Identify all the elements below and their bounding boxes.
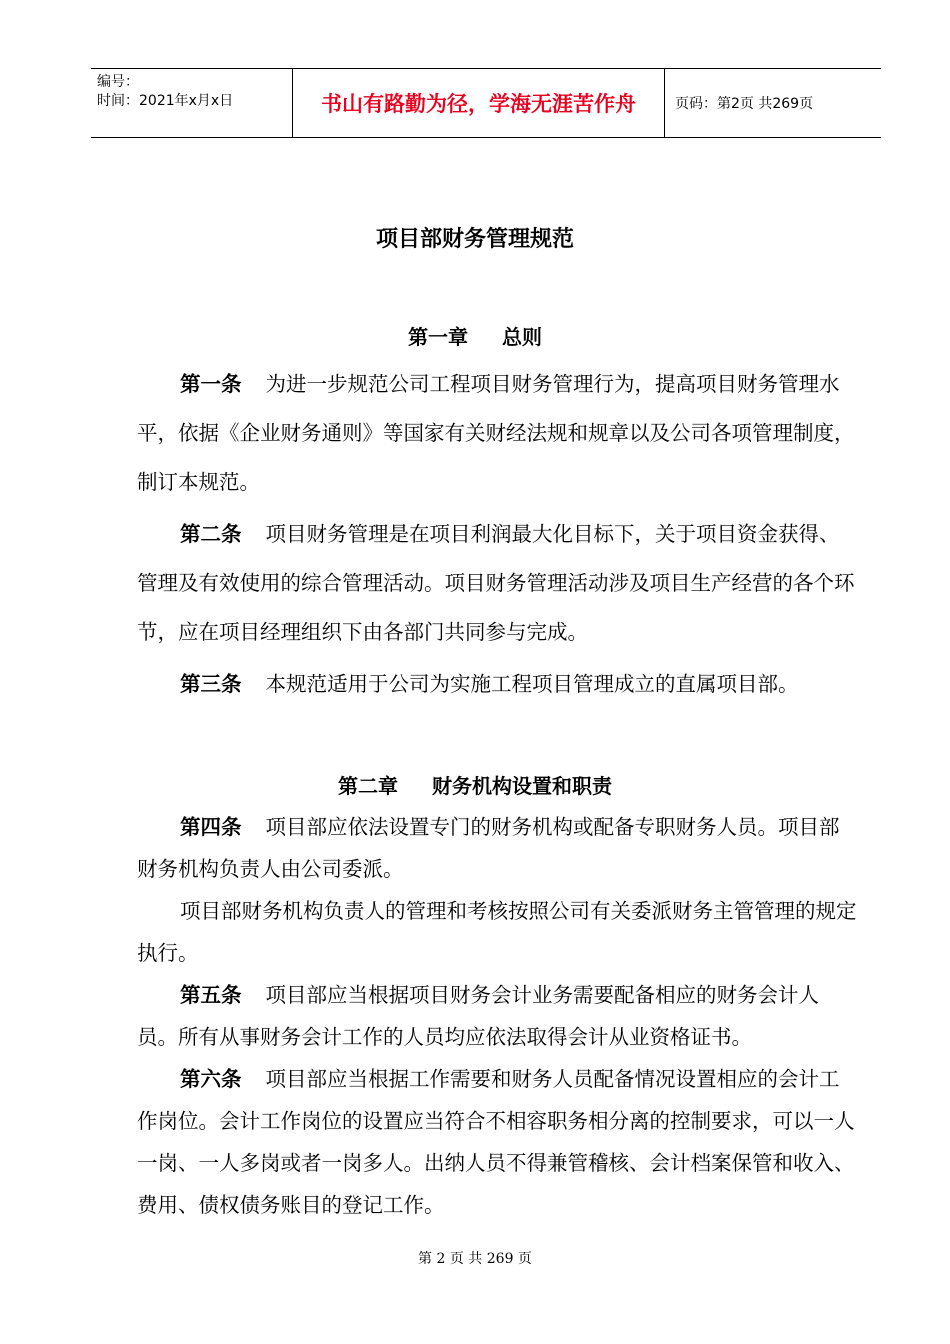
article-label: 第三条	[180, 672, 242, 696]
article-label: 第四条	[180, 815, 242, 839]
chapter-number: 第一章	[408, 325, 468, 349]
document-title: 项目部财务管理规范	[375, 227, 574, 252]
article-4-paragraph-2: 项目部财务机构负责人的管理和考核按照公司有关委派财务主管管理的规定执行。	[137, 899, 857, 965]
article-4	[137, 806, 857, 890]
article-3	[137, 660, 857, 709]
article-label: 第二条	[180, 522, 242, 546]
article-6	[137, 1058, 857, 1226]
article-label: 第五条	[180, 983, 242, 1007]
chapter-1-heading	[0, 321, 950, 350]
article-label: 第六条	[180, 1067, 242, 1091]
time-label: 时间：2021年x月x日	[97, 93, 234, 109]
chapter-name: 总则	[502, 325, 542, 349]
article-label: 第一条	[180, 372, 242, 396]
chapter-2-heading	[0, 770, 950, 799]
article-text: 项目部应依法设置专门的财务机构或配备专职财务人员。项目部财务机构负责人由公司委派。	[137, 815, 840, 881]
article-text: 项目部应当根据工作需要和财务人员配备情况设置相应的会计工作岗位。会计工作岗位的设置应当符合不相容职务相分离的控制要求，可以一人一岗、一人多岗或者一岗多人。出纳人员不得兼管稽核、会计档案保管和收入、费用、债权债务账目的登记工作。	[137, 1067, 855, 1217]
article-1	[137, 360, 857, 507]
article-text: 项目部应当根据项目财务会计业务需要配备相应的财务会计人员。所有从事财务会计工作的人员均应依法取得会计从业资格证书。	[137, 983, 819, 1049]
article-text: 本规范适用于公司为实施工程项目管理成立的直属项目部。	[265, 672, 799, 696]
header-motto: 书山有路勤为径，学海无涯苦作舟	[293, 69, 665, 137]
chapter-name: 财务机构设置和职责	[432, 774, 612, 798]
article-2	[137, 510, 857, 657]
article-5	[137, 974, 857, 1058]
header-page-info: 页码：第2页 共269页	[675, 96, 814, 112]
page-footer: 第 2 页 共 269 页	[418, 1251, 532, 1267]
chapter-number: 第二章	[338, 774, 398, 798]
number-label: 编号：	[97, 74, 139, 90]
page-header	[91, 68, 881, 138]
article-text: 为进一步规范公司工程项目财务管理行为，提高项目财务管理水平，依据《企业财务通则》等国家有关财经法规和规章以及公司各项管理制度，制订本规范。	[137, 372, 855, 494]
header-meta	[91, 69, 293, 137]
article-text: 项目财务管理是在项目利润最大化目标下，关于项目资金获得、管理及有效使用的综合管理活动。项目财务管理活动涉及项目生产经营的各个环节，应在项目经理组织下由各部门共同参与完成。	[137, 522, 855, 644]
